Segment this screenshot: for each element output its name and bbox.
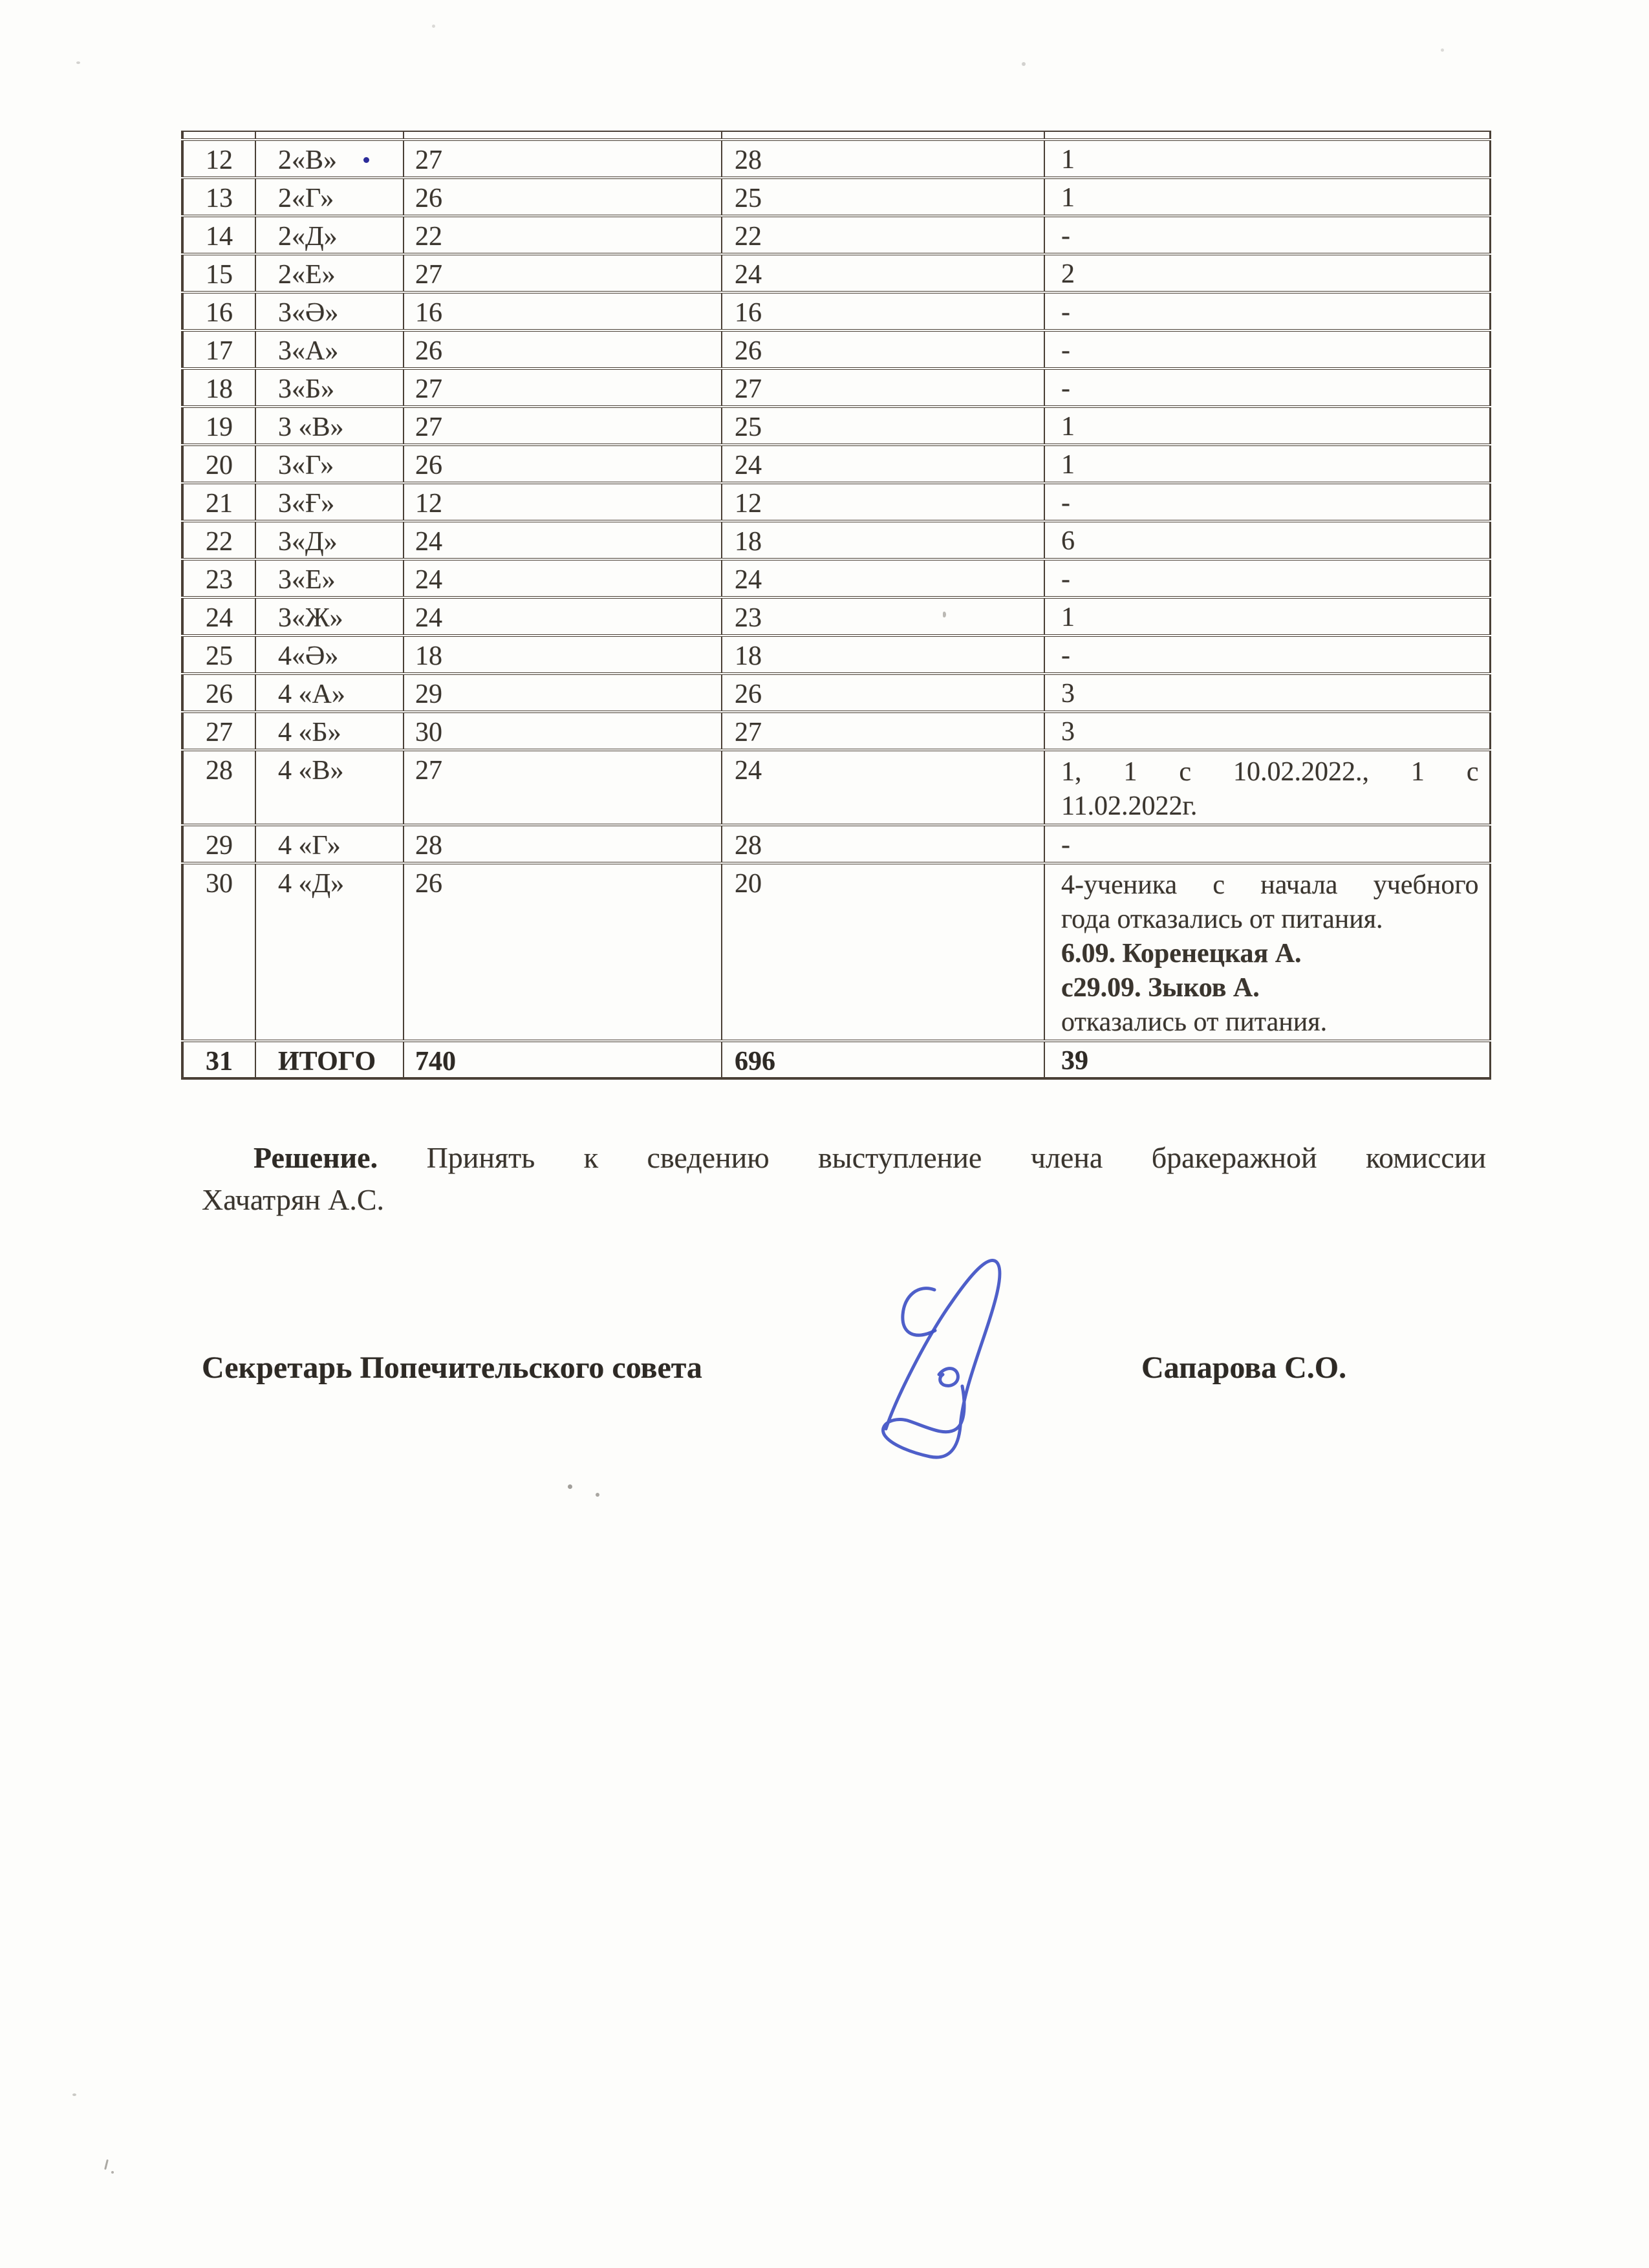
cell-num: 27 xyxy=(182,712,255,750)
cell-c4: 696 xyxy=(722,1041,1044,1078)
scan-speck xyxy=(596,1493,599,1497)
cell-num: 23 xyxy=(182,559,255,597)
cell-num: 15 xyxy=(182,254,255,292)
signoff-role: Секретарь Попечительского совета xyxy=(202,1351,702,1385)
cell-num: 25 xyxy=(182,636,255,674)
cell-c5-line: 11.02.2022г. xyxy=(1061,791,1198,821)
cell-c5: - xyxy=(1044,292,1490,330)
cell-num: 20 xyxy=(182,445,255,483)
table-row-sliver xyxy=(182,131,1490,140)
cell-c3: 26 xyxy=(404,445,722,483)
table-row xyxy=(182,254,1490,292)
cell-c3: 740 xyxy=(404,1041,722,1078)
table-row xyxy=(182,330,1490,369)
decision-text: Принять к сведению выступление члена бракеражной комиссии xyxy=(426,1141,1487,1174)
cell-c5: 2 xyxy=(1044,254,1490,292)
scan-speck xyxy=(72,2093,76,2096)
cell-c3: 27 xyxy=(404,407,722,445)
cell-c3: 24 xyxy=(404,521,722,559)
cell-c3: 26 xyxy=(404,330,722,369)
table-row xyxy=(182,674,1490,712)
signature xyxy=(867,1248,1022,1474)
table-row xyxy=(182,863,1490,1041)
cell-cls: 4 «Б» xyxy=(255,712,404,750)
cell-cls: 3«А» xyxy=(255,330,404,369)
cell-cls: 3«Д» xyxy=(255,521,404,559)
cell-c3: 28 xyxy=(404,825,722,863)
cell-c5: 1 xyxy=(1044,445,1490,483)
cell-c4: 25 xyxy=(722,407,1044,445)
cell-cls: ИТОГО xyxy=(255,1041,404,1078)
cell-c5: - xyxy=(1044,825,1490,863)
table-row xyxy=(182,521,1490,559)
cell-cls: 3 «В» xyxy=(255,407,404,445)
cell-cls: 2«Г» xyxy=(255,178,404,216)
cell-c5-line: отказались от питания. xyxy=(1061,1007,1328,1037)
cell-num: 24 xyxy=(182,597,255,636)
cell-c3: 24 xyxy=(404,597,722,636)
table-row xyxy=(182,483,1490,521)
cell-cls: 2«Д» xyxy=(255,216,404,254)
cell-c3: 12 xyxy=(404,483,722,521)
cell-c4: 12 xyxy=(722,483,1044,521)
cell-c3: 27 xyxy=(404,750,722,825)
table-row xyxy=(182,292,1490,330)
scan-speck xyxy=(1022,62,1026,66)
cell-c3: 29 xyxy=(404,674,722,712)
cell-c5: 3 xyxy=(1044,712,1490,750)
cell-c3: 27 xyxy=(404,254,722,292)
cell-c5: - xyxy=(1044,369,1490,407)
cell-cls: 4 «В» xyxy=(255,750,404,825)
table-row xyxy=(182,825,1490,863)
cell-num: 12 xyxy=(182,140,255,178)
cell-num: 22 xyxy=(182,521,255,559)
cell-c5: 1 xyxy=(1044,407,1490,445)
cell-num: 31 xyxy=(182,1041,255,1078)
cell-c5: - xyxy=(1044,330,1490,369)
cell-c4: 20 xyxy=(722,863,1044,1041)
cell-c5-line: 1, 1 с 10.02.2022., 1 с xyxy=(1061,757,1479,787)
cell-c4: 24 xyxy=(722,254,1044,292)
cell-c5: - xyxy=(1044,483,1490,521)
scan-speck xyxy=(943,612,946,617)
cell-c5: 1 xyxy=(1044,597,1490,636)
cell-c5 xyxy=(1044,863,1490,1041)
cell-c4: 16 xyxy=(722,292,1044,330)
cell-num: 30 xyxy=(182,863,255,1041)
cell-c4: 28 xyxy=(722,140,1044,178)
attendance-table xyxy=(181,131,1491,1080)
cell-cls: 3«Ж» xyxy=(255,597,404,636)
table-row xyxy=(182,407,1490,445)
decision-paragraph xyxy=(202,1137,1486,1221)
cell-num: 19 xyxy=(182,407,255,445)
cell-c5: 39 xyxy=(1044,1041,1490,1078)
cell-c4: 24 xyxy=(722,559,1044,597)
cell-cls: 2«В» xyxy=(255,140,404,178)
table-row xyxy=(182,445,1490,483)
cell-c5: 3 xyxy=(1044,674,1490,712)
cell-num: 17 xyxy=(182,330,255,369)
cell-c3: 22 xyxy=(404,216,722,254)
cell-c3: 26 xyxy=(404,178,722,216)
cell-c3: 18 xyxy=(404,636,722,674)
cell-c3: 27 xyxy=(404,369,722,407)
cell-c3: 30 xyxy=(404,712,722,750)
cell-c5: 1 xyxy=(1044,178,1490,216)
cell-c4: 26 xyxy=(722,674,1044,712)
scan-speck xyxy=(568,1484,572,1489)
scan-speck xyxy=(432,25,435,28)
cell-num: 21 xyxy=(182,483,255,521)
cell-num: 28 xyxy=(182,750,255,825)
cell-c4: 18 xyxy=(722,521,1044,559)
cell-c4: 26 xyxy=(722,330,1044,369)
cell-num: 13 xyxy=(182,178,255,216)
cell-num: 18 xyxy=(182,369,255,407)
cell-num: 26 xyxy=(182,674,255,712)
cell-c5: 6 xyxy=(1044,521,1490,559)
cell-c5 xyxy=(1044,750,1490,825)
attendance-table-body xyxy=(182,131,1490,1078)
scan-speck xyxy=(76,61,80,64)
decision-line-1 xyxy=(202,1137,1486,1179)
cell-c5-line: с29.09. Зыков А. xyxy=(1061,973,1260,1003)
cell-num: 29 xyxy=(182,825,255,863)
cell-c4: 27 xyxy=(722,712,1044,750)
table-row xyxy=(182,140,1490,178)
cell-c5: - xyxy=(1044,636,1490,674)
cell-cls: 4 «Д» xyxy=(255,863,404,1041)
cell-cls: 4 «Г» xyxy=(255,825,404,863)
cell-c3: 24 xyxy=(404,559,722,597)
cell-c3: 16 xyxy=(404,292,722,330)
table-row xyxy=(182,750,1490,825)
cell-c5: 1 xyxy=(1044,140,1490,178)
cell-c4: 24 xyxy=(722,445,1044,483)
cell-c3: 27 xyxy=(404,140,722,178)
cell-c5-line: 4-ученика с начала учебного xyxy=(1061,870,1479,900)
cell-cls: 3«Ғ» xyxy=(255,483,404,521)
cell-c4: 22 xyxy=(722,216,1044,254)
signoff-block xyxy=(202,1350,1486,1395)
cell-cls: 3«Е» xyxy=(255,559,404,597)
ink-dot xyxy=(363,157,369,163)
cell-c4: 27 xyxy=(722,369,1044,407)
cell-c3: 26 xyxy=(404,863,722,1041)
cell-cls: 4 «А» xyxy=(255,674,404,712)
cell-c5-line: 6.09. Коренецкая А. xyxy=(1061,939,1302,968)
cell-cls: 3«Б» xyxy=(255,369,404,407)
scan-speck xyxy=(111,2171,114,2174)
table-row xyxy=(182,1041,1490,1078)
decision-person: Хачатрян А.С. xyxy=(202,1183,384,1216)
cell-c4: 23 xyxy=(722,597,1044,636)
table-row xyxy=(182,636,1490,674)
cell-cls: 3«Ә» xyxy=(255,292,404,330)
cell-num: 16 xyxy=(182,292,255,330)
scan-speck xyxy=(1441,48,1444,52)
cell-num: 14 xyxy=(182,216,255,254)
decision-label: Решение. xyxy=(253,1141,378,1174)
table-row xyxy=(182,369,1490,407)
table-row xyxy=(182,597,1490,636)
cell-c4: 25 xyxy=(722,178,1044,216)
cell-c4: 18 xyxy=(722,636,1044,674)
cell-c5-line: года отказались от питания. xyxy=(1061,904,1383,934)
signoff-name: Сапарова С.О. xyxy=(1141,1351,1347,1385)
cell-c4: 24 xyxy=(722,750,1044,825)
cell-cls: 2«Е» xyxy=(255,254,404,292)
table-row xyxy=(182,178,1490,216)
cell-cls: 3«Г» xyxy=(255,445,404,483)
scan-speck xyxy=(104,2159,109,2170)
cell-c4: 28 xyxy=(722,825,1044,863)
table-row xyxy=(182,559,1490,597)
cell-c5: - xyxy=(1044,559,1490,597)
table-row xyxy=(182,712,1490,750)
table-row xyxy=(182,216,1490,254)
cell-c5: - xyxy=(1044,216,1490,254)
cell-cls: 4«Ә» xyxy=(255,636,404,674)
